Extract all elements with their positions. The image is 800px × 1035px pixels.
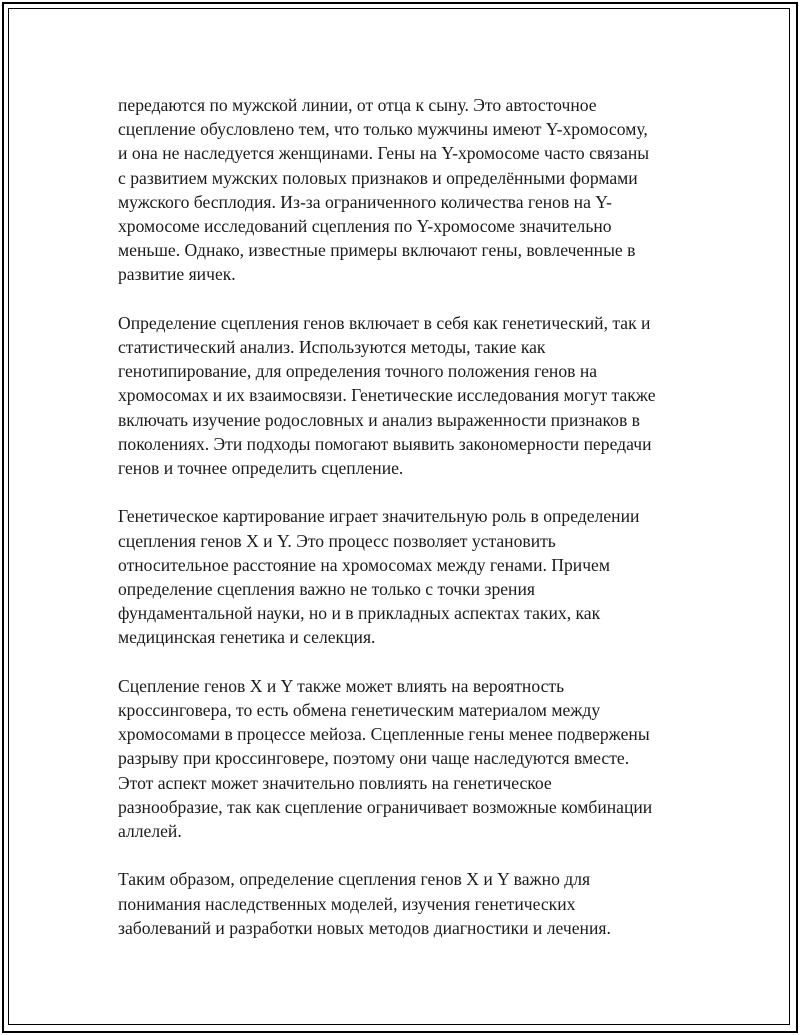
paragraph-3: Генетическое картирование играет значительную роль в определении сцепления генов X и Y. Это процесс позволяет установить относительное расстояние на хромосомах между генами. Причем определение сцепления важно не только с точки зрения фундаментальной науки, но и в прикладных аспектах таких, как медицинская генетика и селекция. [118,506,640,648]
paragraph-2: Определение сцепления генов включает в себя как генетический, так и статистический анализ. Используются методы, такие как генотипирование, для определения точного положения генов на хромосомах и их взаимосвязи. Генетические исследования могут также включать изучение родословных и анализ выраженности признаков в поколениях. Эти подходы помогают выявить закономерности передачи генов и точнее определить сцепление. [118,312,656,479]
paragraph-5: Таким образом, определение сцепления генов X и Y важно для понимания наследственных моделей, изучения генетических заболеваний и разработки новых методов диагностики и лечения. [118,869,611,938]
paragraph-1: передаются по мужской линии, от отца к сыну. Это автосточное сцепление обусловлено тем, что только мужчины имеют Y-хромосому, и она не наследуется женщинами. Гены на Y-хромосоме часто связаны с развитием мужских половых признаков и определёнными формами мужского бесплодия. Из-за ограниченного количества генов на Y- хромосоме исследований сцепления по Y-хромосоме значительно меньше. Однако, известные примеры включают гены, вовлеченные в развитие яичек. [118,95,650,285]
paragraph-4: Сцепление генов X и Y также может влиять на вероятность кроссинговера, то есть обмена генетическим материалом между хромосомами в процессе мейоза. Сцепленные гены менее подвержены разрыву при кроссинговере, поэтому они чаще наследуются вместе. Этот аспект может значительно повлиять на генетическое разнообразие, так как сцепление ограничивает возможные комбинации аллелей. [118,675,653,842]
document-body [118,93,688,964]
